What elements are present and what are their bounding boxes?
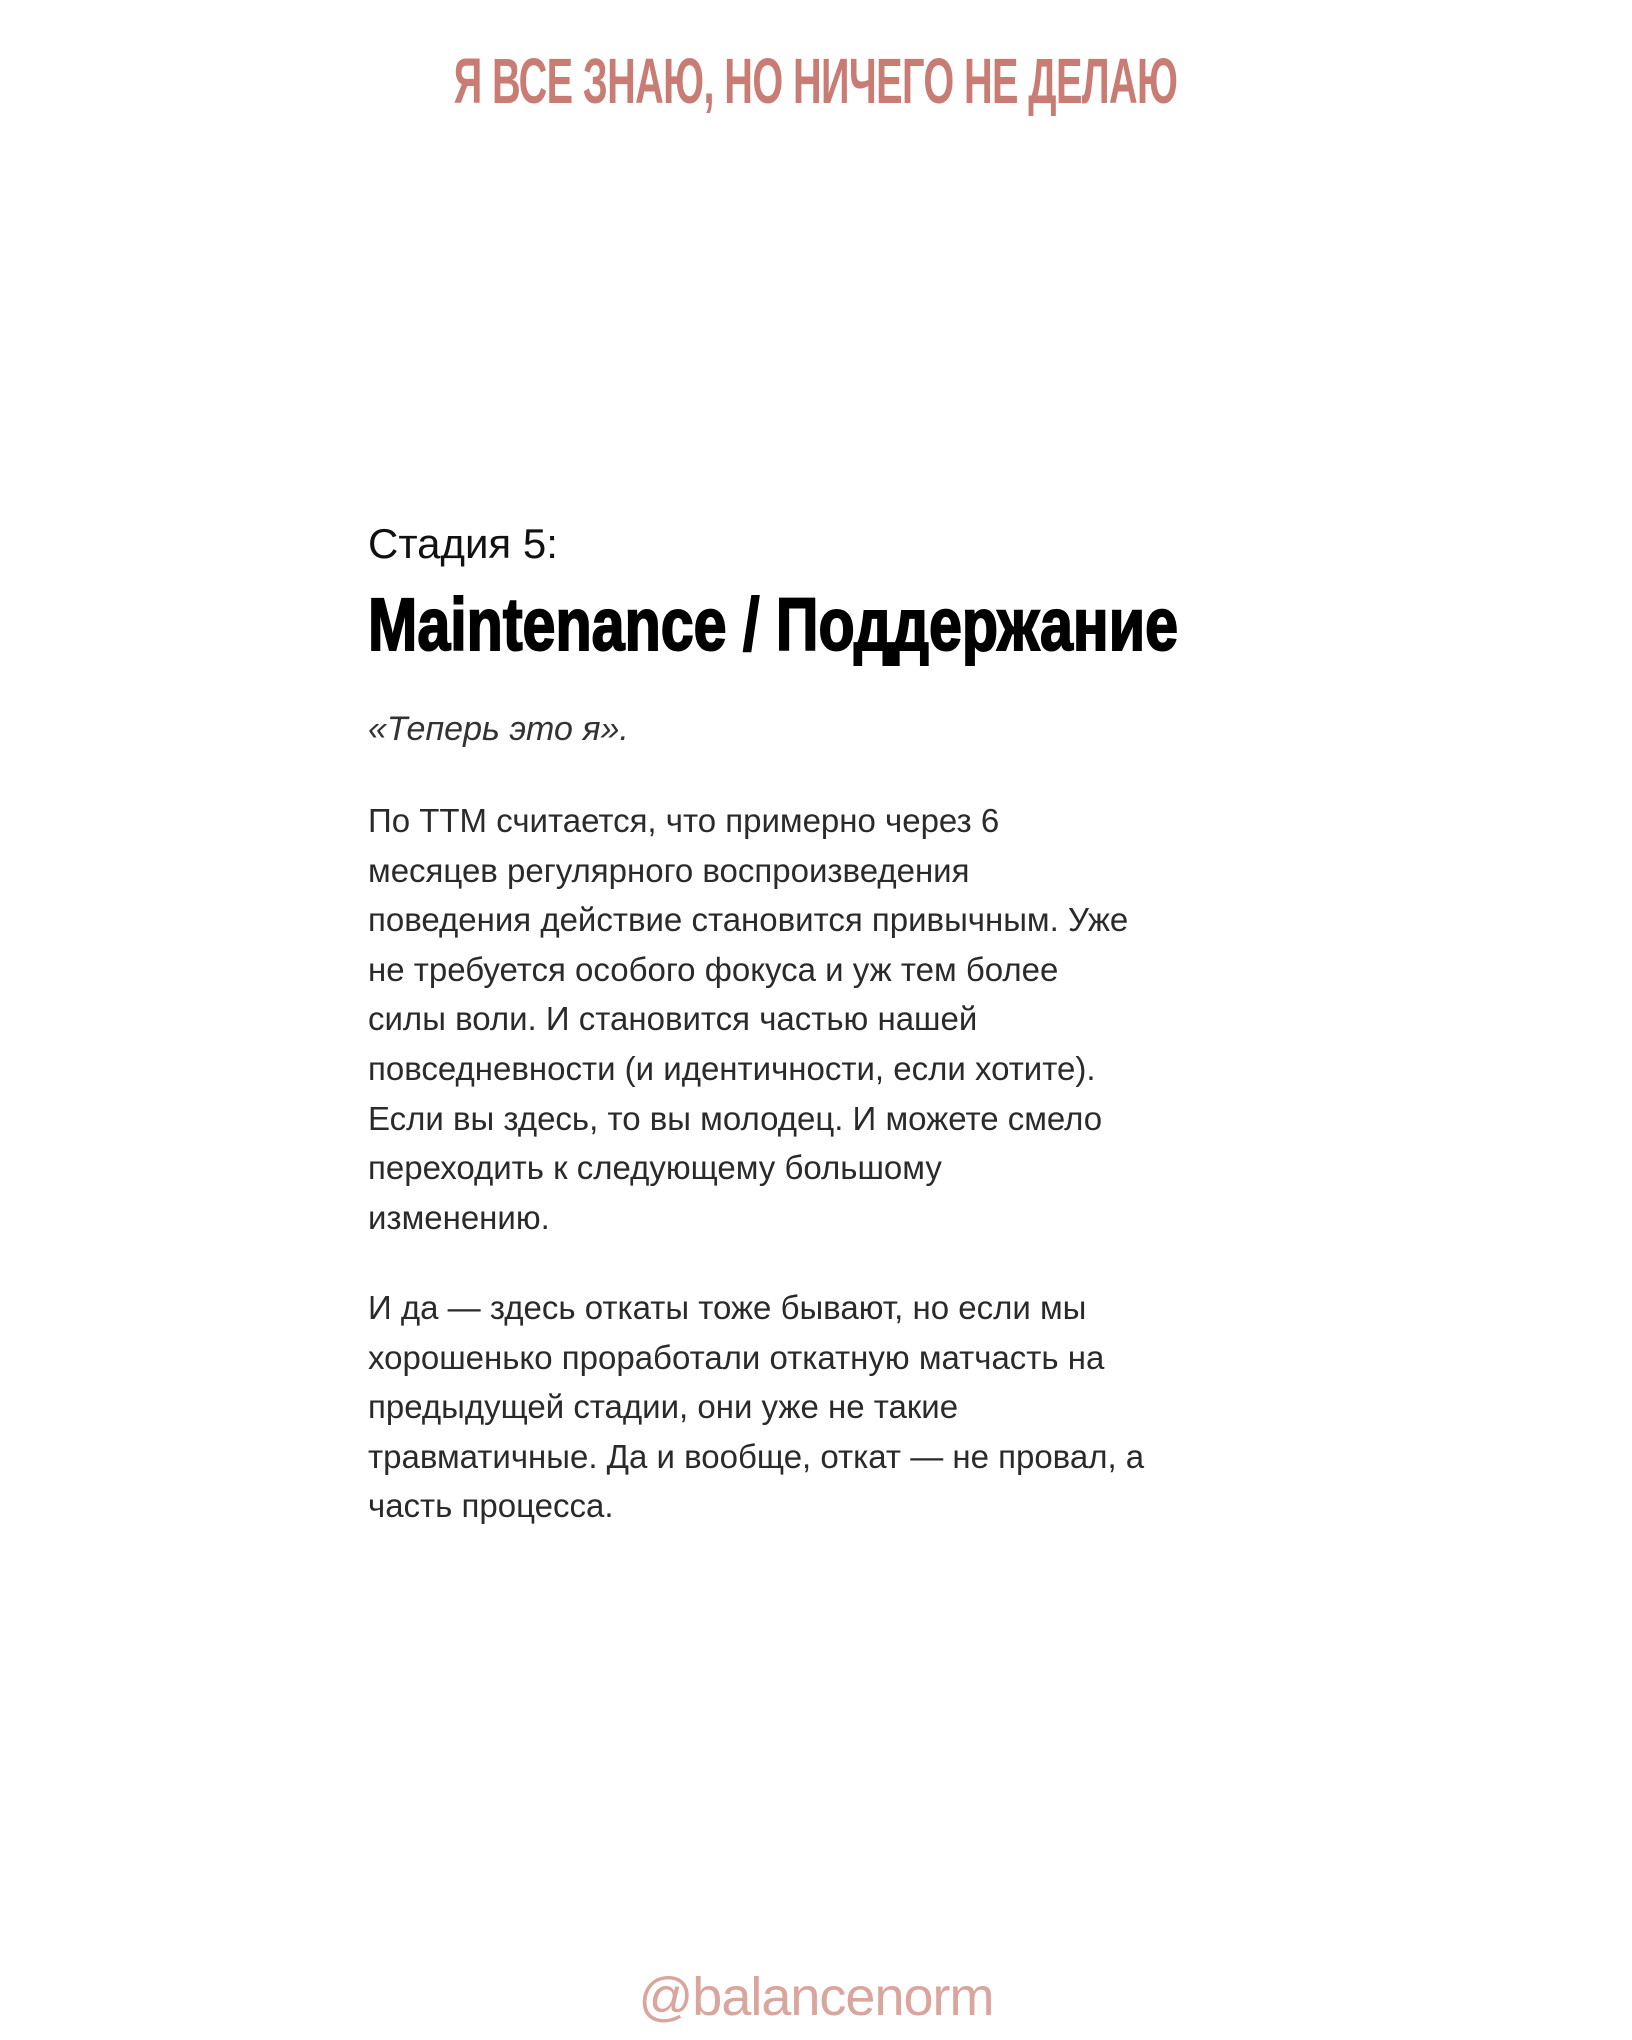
text-line: повседневности (и идентичности, если хотите). bbox=[368, 1049, 1096, 1087]
text-line: изменению. bbox=[368, 1198, 550, 1236]
text-line: силы воли. И становится частью нашей bbox=[368, 1000, 978, 1038]
heading-text: Maintenance / Поддержание bbox=[368, 583, 1179, 666]
text-line: предыдущей стадии, они уже не такие bbox=[368, 1388, 959, 1426]
stage-label: Стадия 5: bbox=[368, 520, 558, 567]
text-line: часть процесса. bbox=[368, 1487, 614, 1525]
text-line: По ТТМ считается, что примерно через 6 bbox=[368, 802, 1000, 839]
text-line: хорошенько проработали откатную матчасть на bbox=[368, 1338, 1105, 1376]
footer-handle: @balancenorm bbox=[638, 1967, 994, 2027]
text-line: Если вы здесь, то вы молодец. И можете смело bbox=[368, 1099, 1103, 1137]
paragraph-1 bbox=[368, 796, 1128, 1242]
page-heading bbox=[368, 582, 1381, 667]
text-line: травматичные. Да и вообще, откат — не провал, а bbox=[368, 1437, 1145, 1475]
text-line: месяцев регулярного воспроизведения bbox=[368, 851, 970, 889]
quote: «Теперь это я». bbox=[368, 710, 629, 748]
text-line: не требуется особого фокуса и уж тем более bbox=[368, 950, 1059, 988]
header-title: Я ВСЕ ЗНАЮ, НО НИЧЕГО НЕ ДЕЛАЮ bbox=[454, 45, 1178, 117]
text-line: поведения действие становится привычным. Уже bbox=[368, 901, 1129, 939]
page-header bbox=[0, 44, 1632, 118]
paragraph-2 bbox=[368, 1283, 1144, 1531]
text-line: И да — здесь откаты тоже бывают, но если мы bbox=[368, 1289, 1087, 1326]
text-line: переходить к следующему большому bbox=[368, 1149, 942, 1187]
